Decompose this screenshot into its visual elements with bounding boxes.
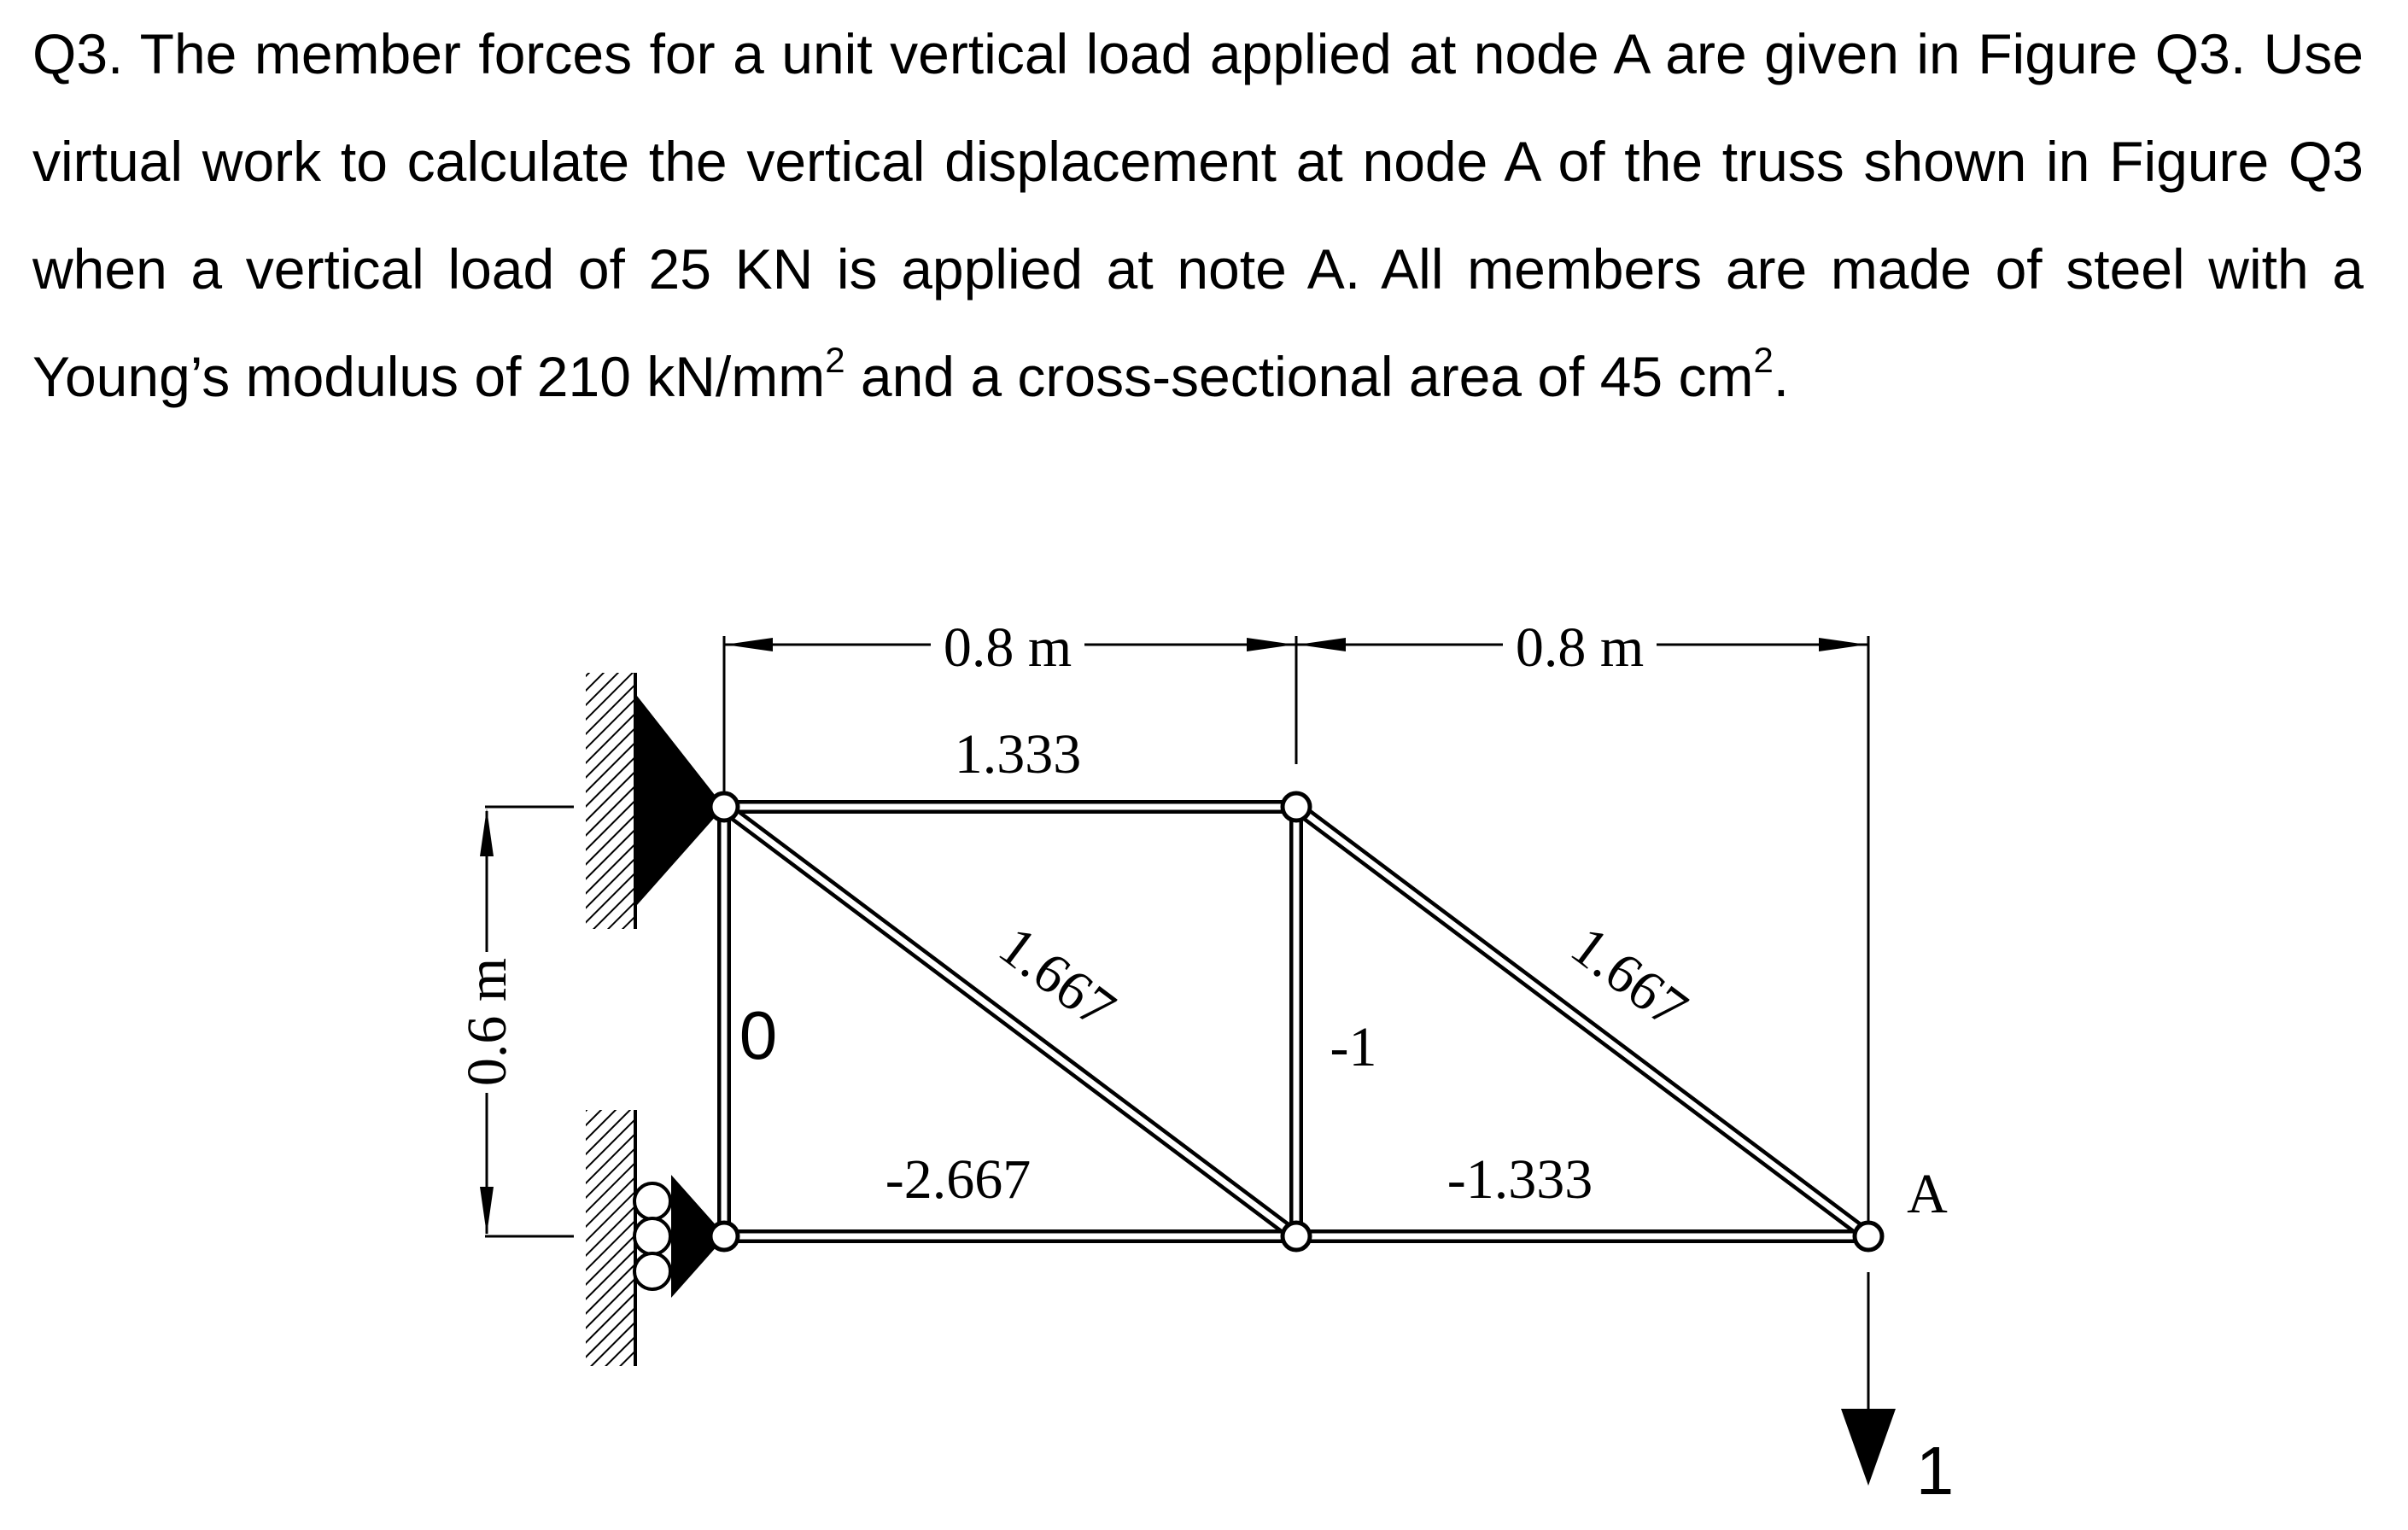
force-label-bottom-left: -2.667	[885, 1148, 1032, 1211]
load-arrow	[1841, 1272, 1896, 1486]
force-label-vertical-middle: -1	[1330, 1016, 1377, 1078]
force-label-diagonal-right: 1.667	[1559, 914, 1699, 1041]
superscript-units-1: 2	[825, 340, 845, 380]
dim-arrow-vertical-top	[480, 809, 494, 856]
dim-label-right-span: 0.8 m	[1515, 616, 1645, 679]
wall-hatch-bottom	[586, 1110, 635, 1366]
dim-label-left-span: 0.8 m	[943, 616, 1072, 679]
node-a-label: A	[1907, 1163, 1948, 1225]
load-arrow-head	[1841, 1409, 1896, 1486]
dim-arrow-left-end	[1247, 638, 1295, 651]
force-label-vertical-left: 0	[739, 997, 778, 1073]
force-label-top-chord: 1.333	[954, 723, 1082, 785]
load-value-label: 1	[1915, 1433, 1955, 1509]
superscript-units-2: 2	[1753, 340, 1774, 380]
dim-arrow-left-start	[725, 638, 773, 651]
wall-hatch-top	[586, 673, 635, 929]
force-label-bottom-right: -1.333	[1447, 1148, 1593, 1211]
roller-1	[634, 1183, 670, 1219]
node-bottom-middle	[1283, 1223, 1310, 1250]
question-text-part3: .	[1773, 345, 1790, 408]
dim-arrow-right-start	[1298, 638, 1346, 651]
roller-3	[634, 1253, 670, 1289]
dim-arrow-vertical-bottom	[480, 1187, 494, 1235]
node-top-middle	[1283, 793, 1310, 820]
pin-support-top	[586, 673, 724, 929]
dim-label-height: 0.6 m	[456, 957, 518, 1087]
node-a	[1855, 1223, 1882, 1250]
node-top-left	[710, 793, 738, 820]
question-text-part2: and a cross-sectional area of 45 cm	[845, 345, 1754, 408]
force-label-diagonal-left: 1.667	[987, 914, 1127, 1041]
dim-arrow-right-end	[1819, 638, 1867, 651]
node-bottom-left	[710, 1223, 738, 1250]
roller-support-bottom	[586, 1110, 726, 1366]
question-text-part1: Q3. The member forces for a unit vertical load applied at node A are given in Figure Q3. Use virtual work to calculate the vertical displacement at node A of the truss shown in Figure Q3 when a vertical load of 25 KN is applied at note A. All members are made of steel with a Young’s modulus of 210 kN/mm	[32, 22, 2364, 408]
roller-2	[634, 1218, 670, 1254]
